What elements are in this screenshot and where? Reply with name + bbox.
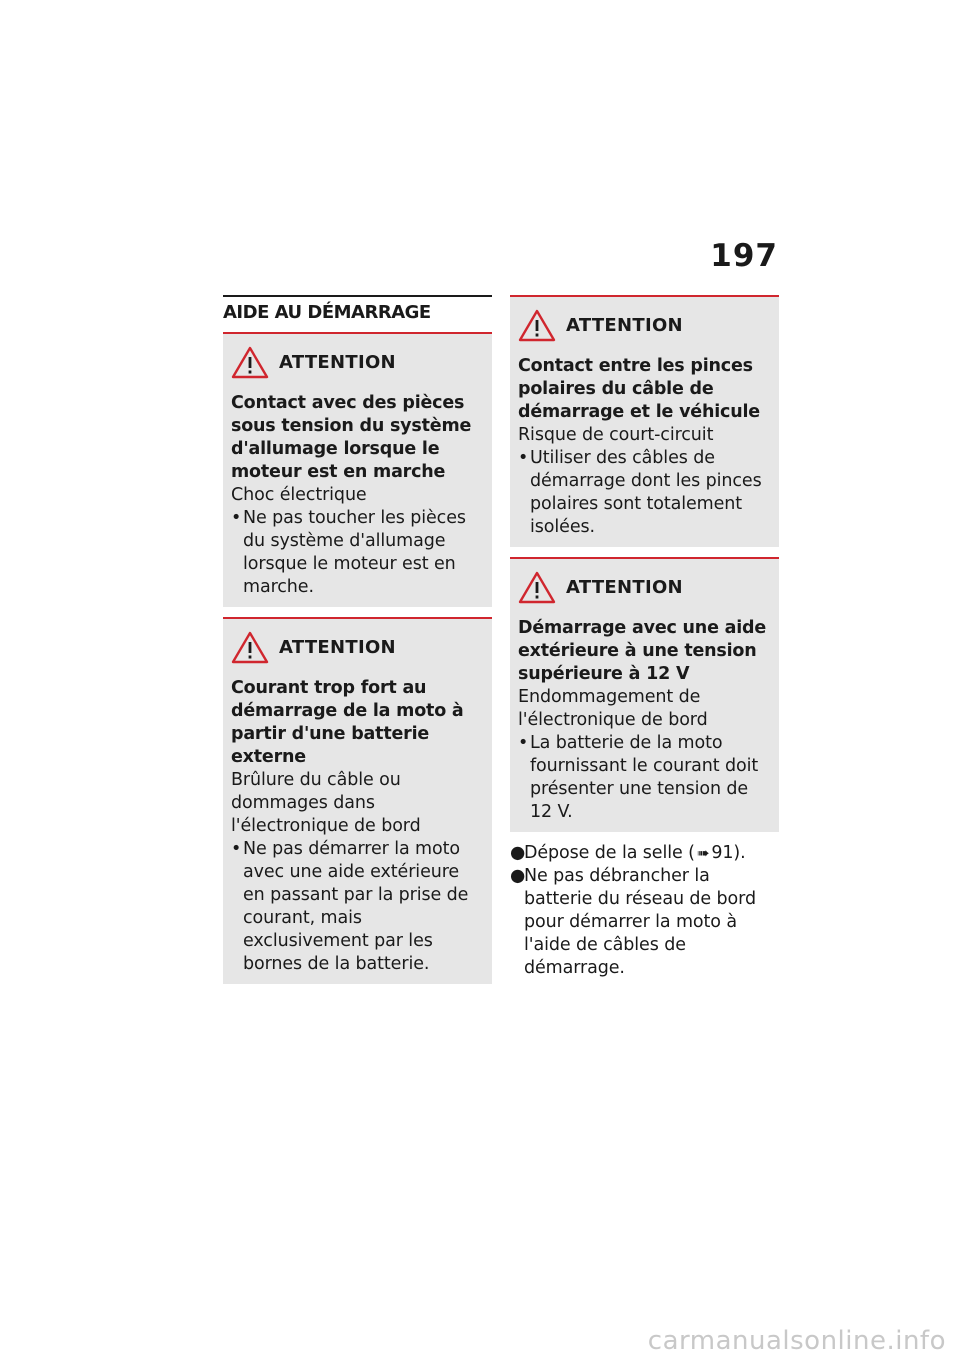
warning-label: ATTENTION [279, 352, 396, 373]
page-reference-link[interactable]: 91 [711, 843, 734, 863]
watermark: carmanualsonline.info [647, 1326, 946, 1356]
warning-triangle-icon [231, 346, 269, 379]
warning-label: ATTENTION [566, 577, 683, 598]
bullet-mark: • [231, 839, 242, 859]
warning-triangle-icon [518, 571, 556, 604]
warning-subject: Contact avec des pièces sous tension du système d'allumage lorsque le moteur est en marche [231, 393, 472, 482]
warning-subject: Démarrage avec une aide extérieure à une tension supérieure à 12 V [518, 618, 767, 684]
warning-box [510, 557, 779, 832]
section-title: AIDE AU DÉMARRAGE [223, 295, 492, 332]
warning-action [231, 838, 485, 976]
warning-header [231, 631, 485, 664]
warning-action [518, 732, 772, 824]
warning-action [231, 507, 485, 599]
warning-header [231, 346, 485, 379]
warning-box [223, 332, 492, 607]
step-item [510, 842, 779, 865]
warning-box [510, 295, 779, 547]
page-reference-arrow-icon: ➠ [696, 844, 710, 862]
right-column [510, 295, 779, 980]
step-text: Ne pas débrancher la batterie du réseau de bord pour démarrer la moto à l'aide de câbles de démarrage. [524, 866, 756, 978]
warning-effect: Risque de court-circuit [518, 425, 714, 445]
warning-action-text: La batterie de la moto fournissant le courant doit présenter une tension de 12 V. [530, 733, 759, 822]
step-text [524, 842, 746, 865]
bullet-mark: • [231, 508, 242, 528]
step-text-after: ). [733, 843, 746, 863]
warning-subject: Contact entre les pinces polaires du câble de démarrage et le véhicule [518, 356, 760, 422]
warning-action-text: Utiliser des câbles de démarrage dont les pinces polaires sont totalement isolées. [530, 448, 762, 537]
page-number: 197 [710, 238, 778, 274]
warning-action [518, 447, 772, 539]
step-bullet: ● [510, 843, 526, 863]
bullet-mark: • [518, 733, 529, 753]
warning-subject: Courant trop fort au démarrage de la moto à partir d'une batterie externe [231, 678, 464, 767]
left-column [223, 295, 492, 994]
warning-effect: Brûlure du câble ou dommages dans l'électronique de bord [231, 770, 421, 836]
warning-box [223, 617, 492, 984]
warning-action-text: Ne pas toucher les pièces du système d'allumage lorsque le moteur est en marche. [243, 508, 466, 597]
warning-effect: Choc électrique [231, 485, 367, 505]
warning-effect: Endommagement de l'électronique de bord [518, 687, 708, 730]
warning-header [518, 571, 772, 604]
step-list [510, 842, 779, 980]
bullet-mark: • [518, 448, 529, 468]
step-item [510, 865, 779, 980]
warning-action-text: Ne pas démarrer la moto avec une aide extérieure en passant par la prise de courant, mais exclusivement par les bornes de la batterie. [243, 839, 469, 974]
warning-triangle-icon [518, 309, 556, 342]
step-text-before: Dépose de la selle ( [524, 843, 695, 863]
warning-label: ATTENTION [279, 637, 396, 658]
warning-triangle-icon [231, 631, 269, 664]
warning-header [518, 309, 772, 342]
step-bullet: ● [510, 866, 526, 886]
warning-label: ATTENTION [566, 315, 683, 336]
